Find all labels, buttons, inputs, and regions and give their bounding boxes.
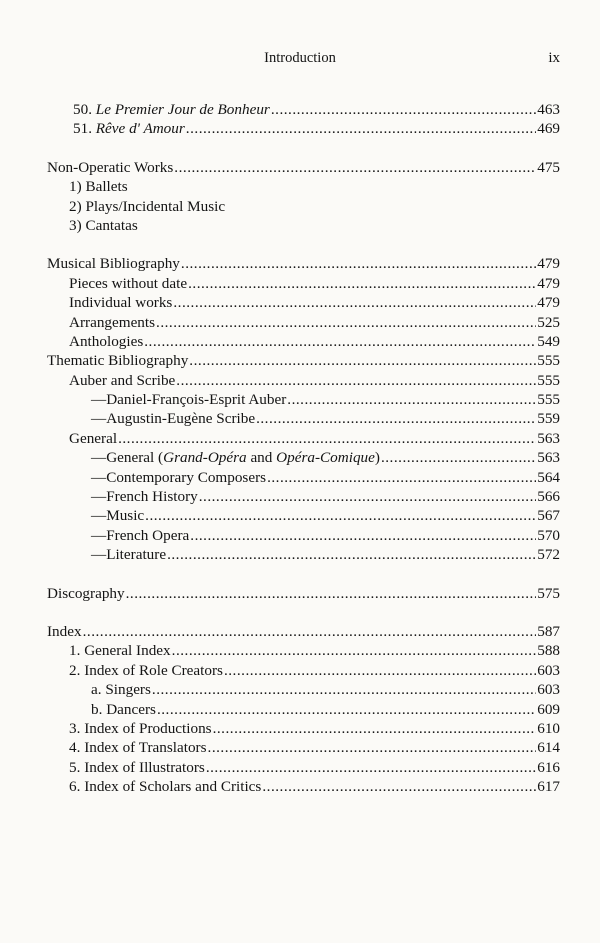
page-number: ix [548,50,560,66]
leader-dots [208,738,537,757]
toc-entry-label: 4. Index of Translators [69,739,207,757]
leader-dots [152,680,536,699]
toc-subentry [0,661,600,680]
leader-dots [186,119,536,138]
leader-dots [256,409,536,428]
toc-entry-page: 614 [537,739,560,757]
running-title: Introduction [264,50,336,66]
toc-subentry [0,641,600,660]
toc-entry-label: Index [47,622,82,640]
toc-entry-page: 469 [537,120,560,138]
toc-entry-page: 610 [537,719,560,737]
toc-entry-label: Musical Bibliography [47,255,180,273]
toc-subentry [0,719,600,738]
leader-dots [206,758,536,777]
toc-subentry [0,448,600,467]
leader-dots [144,332,536,351]
leader-dots [174,158,536,177]
toc-entry-label: General [69,429,118,447]
toc-entry-label: 6. Index of Scholars and Critics [69,778,262,796]
toc-entry-page: 563 [537,449,560,467]
toc-subentry [0,758,600,777]
toc-entry-label: Arrangements [69,313,156,331]
toc-entry-label: —Augustin-Eugène Scribe [91,410,256,428]
toc-subentry [0,216,600,235]
toc-subentry [0,777,600,796]
toc-entry-page: 587 [537,622,560,640]
toc-subentry [0,468,600,487]
toc-entry-page: 563 [537,429,560,447]
toc-subentry [0,429,600,448]
toc-entry-label: 1. General Index [69,642,171,660]
toc-entry-opera-51 [0,119,600,138]
toc-entry-label: 50. Le Premier Jour de Bonheur [73,101,270,118]
toc-entry-label: —French Opera [91,526,190,544]
leader-dots [118,429,536,448]
toc-subentry [0,177,600,196]
toc-entry-label: Discography [47,584,125,602]
toc-entry-label: Thematic Bibliography [47,352,189,370]
toc-entry-page: 603 [537,661,560,679]
toc-entry-label: 2. Index of Role Creators [69,661,223,679]
toc-subentry [0,680,600,699]
toc-entry-label: —Literature [91,546,167,564]
toc-entry-label: —Daniel-François-Esprit Auber [91,391,287,409]
toc-entry-page: 572 [537,546,560,564]
toc-entry-label: —General (Grand-Opéra and Opéra-Comique) [91,449,380,467]
leader-dots [176,371,536,390]
toc-entry-page: 479 [537,255,560,273]
toc-entry-index [0,622,600,641]
toc-entry-label: 51. Rêve d' Amour [73,120,185,138]
toc-entry-page: 616 [537,758,560,776]
toc-subentry [0,738,600,757]
leader-dots [287,390,536,409]
toc-entry-label: 2) Plays/Incidental Music [69,197,226,215]
leader-dots [157,700,536,719]
leader-dots [271,100,536,119]
toc-entry-page: 479 [537,294,560,312]
toc-subentry [0,700,600,719]
toc-entry-page: 567 [537,507,560,525]
leader-dots [181,254,536,273]
leader-dots [224,661,536,680]
toc-entry-label: —Music [91,507,145,525]
toc-entry-label: —Contemporary Composers [91,468,267,486]
toc-entry-page: 475 [537,158,560,176]
toc-subentry [0,390,600,409]
leader-dots [145,506,536,525]
leader-dots [199,487,536,506]
toc-entry-label: Pieces without date [69,274,188,292]
leader-dots [173,293,536,312]
toc-entry-page: 566 [537,488,560,506]
toc-subentry [0,487,600,506]
toc-subentry [0,506,600,525]
page-header [0,50,600,70]
toc-subentry [0,274,600,293]
toc-entry-label: 3. Index of Productions [69,719,212,737]
toc-entry-opera-50 [0,100,600,119]
leader-dots [83,622,537,641]
toc-entry-page: 603 [537,681,560,699]
leader-dots [188,274,536,293]
toc-subentry [0,409,600,428]
toc-entry-label: b. Dancers [91,700,156,718]
toc-entry-non-operatic [0,158,600,177]
toc-subentry [0,545,600,564]
toc-entry-page: 555 [537,352,560,370]
toc-entry-page: 570 [537,526,560,544]
leader-dots [267,468,536,487]
toc-entry-page: 617 [537,778,560,796]
toc-entry-label: Auber and Scribe [69,371,176,389]
toc-subentry [0,332,600,351]
leader-dots [167,545,536,564]
toc-entry-label: 5. Index of Illustrators [69,758,205,776]
toc-entry-discography [0,584,600,603]
toc-entry-page: 479 [537,274,560,292]
toc-entry-label: Individual works [69,294,173,312]
toc-entry-page: 555 [537,371,560,389]
toc-subentry [0,371,600,390]
leader-dots [213,719,537,738]
toc-entry-page: 555 [537,391,560,409]
toc-entry-page: 549 [537,332,560,350]
toc-entry-page: 575 [537,584,560,602]
toc-entry-page: 564 [537,468,560,486]
leader-dots [381,448,536,467]
toc-entry-label: a. Singers [91,681,151,699]
toc-entry-page: 609 [537,700,560,718]
toc-subentry [0,526,600,545]
leader-dots [156,313,536,332]
toc-entry-musical-bibliography [0,254,600,273]
toc-entry-label: 1) Ballets [69,178,128,196]
toc-entry-page: 588 [537,642,560,660]
toc-entry-page: 463 [537,101,560,118]
leader-dots [189,351,536,370]
table-of-contents [0,100,600,797]
leader-dots [262,777,536,796]
leader-dots [190,526,536,545]
toc-entry-label: —French History [91,488,198,506]
toc-subentry [0,293,600,312]
toc-entry-label: Non-Operatic Works [47,158,174,176]
toc-subentry [0,197,600,216]
toc-entry-label: Anthologies [69,332,144,350]
toc-entry-label: 3) Cantatas [69,216,138,234]
toc-subentry [0,313,600,332]
toc-entry-page: 525 [537,313,560,331]
toc-entry-page: 559 [537,410,560,428]
leader-dots [172,641,537,660]
toc-entry-thematic-bibliography [0,351,600,370]
leader-dots [126,584,537,603]
